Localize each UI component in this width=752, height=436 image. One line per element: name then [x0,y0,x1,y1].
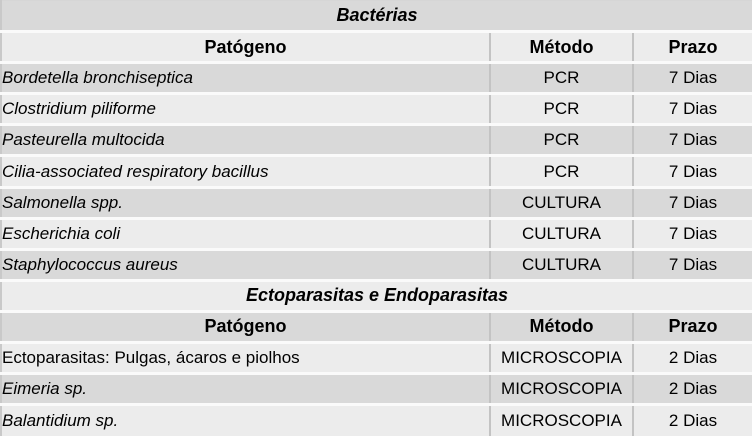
time-cell: 7 Dias [633,125,752,156]
column-header-time: Prazo [633,311,752,342]
method-cell: CULTURA [490,218,633,249]
table-row [1,187,752,218]
table-row [1,94,752,125]
time-cell: 2 Dias [633,374,752,405]
section-title: Bactérias [1,1,752,32]
method-cell: CULTURA [490,187,633,218]
section-title: Ectoparasitas e Endoparasitas [1,280,752,311]
time-cell: 7 Dias [633,156,752,187]
pathogen-cell: Cilia-associated respiratory bacillus [1,156,490,187]
table-row [1,374,752,405]
time-cell: 7 Dias [633,218,752,249]
column-header-pathogen: Patógeno [1,32,490,63]
section-title-row [1,1,752,32]
method-cell: CULTURA [490,249,633,280]
table-row [1,63,752,94]
method-cell: PCR [490,156,633,187]
pathogen-cell: Salmonella spp. [1,187,490,218]
table-row [1,125,752,156]
table-row [1,343,752,374]
section-title-row [1,280,752,311]
method-cell: MICROSCOPIA [490,405,633,436]
time-cell: 2 Dias [633,343,752,374]
pathogen-cell: Staphylococcus aureus [1,249,490,280]
pathogen-cell: Bordetella bronchiseptica [1,63,490,94]
method-cell: PCR [490,63,633,94]
pathogen-cell: Balantidium sp. [1,405,490,436]
pathogen-cell: Escherichia coli [1,218,490,249]
method-cell: MICROSCOPIA [490,343,633,374]
pathogen-cell: Eimeria sp. [1,374,490,405]
pathogen-cell: Pasteurella multocida [1,125,490,156]
column-header-time: Prazo [633,32,752,63]
column-header-row [1,311,752,342]
time-cell: 7 Dias [633,94,752,125]
table-row [1,218,752,249]
time-cell: 7 Dias [633,187,752,218]
pathogen-cell: Ectoparasitas: Pulgas, ácaros e piolhos [1,343,490,374]
pathogen-cell: Clostridium piliforme [1,94,490,125]
pathogen-table-body [1,1,752,436]
column-header-row [1,32,752,63]
time-cell: 7 Dias [633,63,752,94]
table-row [1,156,752,187]
method-cell: PCR [490,94,633,125]
time-cell: 2 Dias [633,405,752,436]
column-header-pathogen: Patógeno [1,311,490,342]
column-header-method: Método [490,32,633,63]
table-row [1,405,752,436]
method-cell: MICROSCOPIA [490,374,633,405]
column-header-method: Método [490,311,633,342]
time-cell: 7 Dias [633,249,752,280]
method-cell: PCR [490,125,633,156]
table-row [1,249,752,280]
